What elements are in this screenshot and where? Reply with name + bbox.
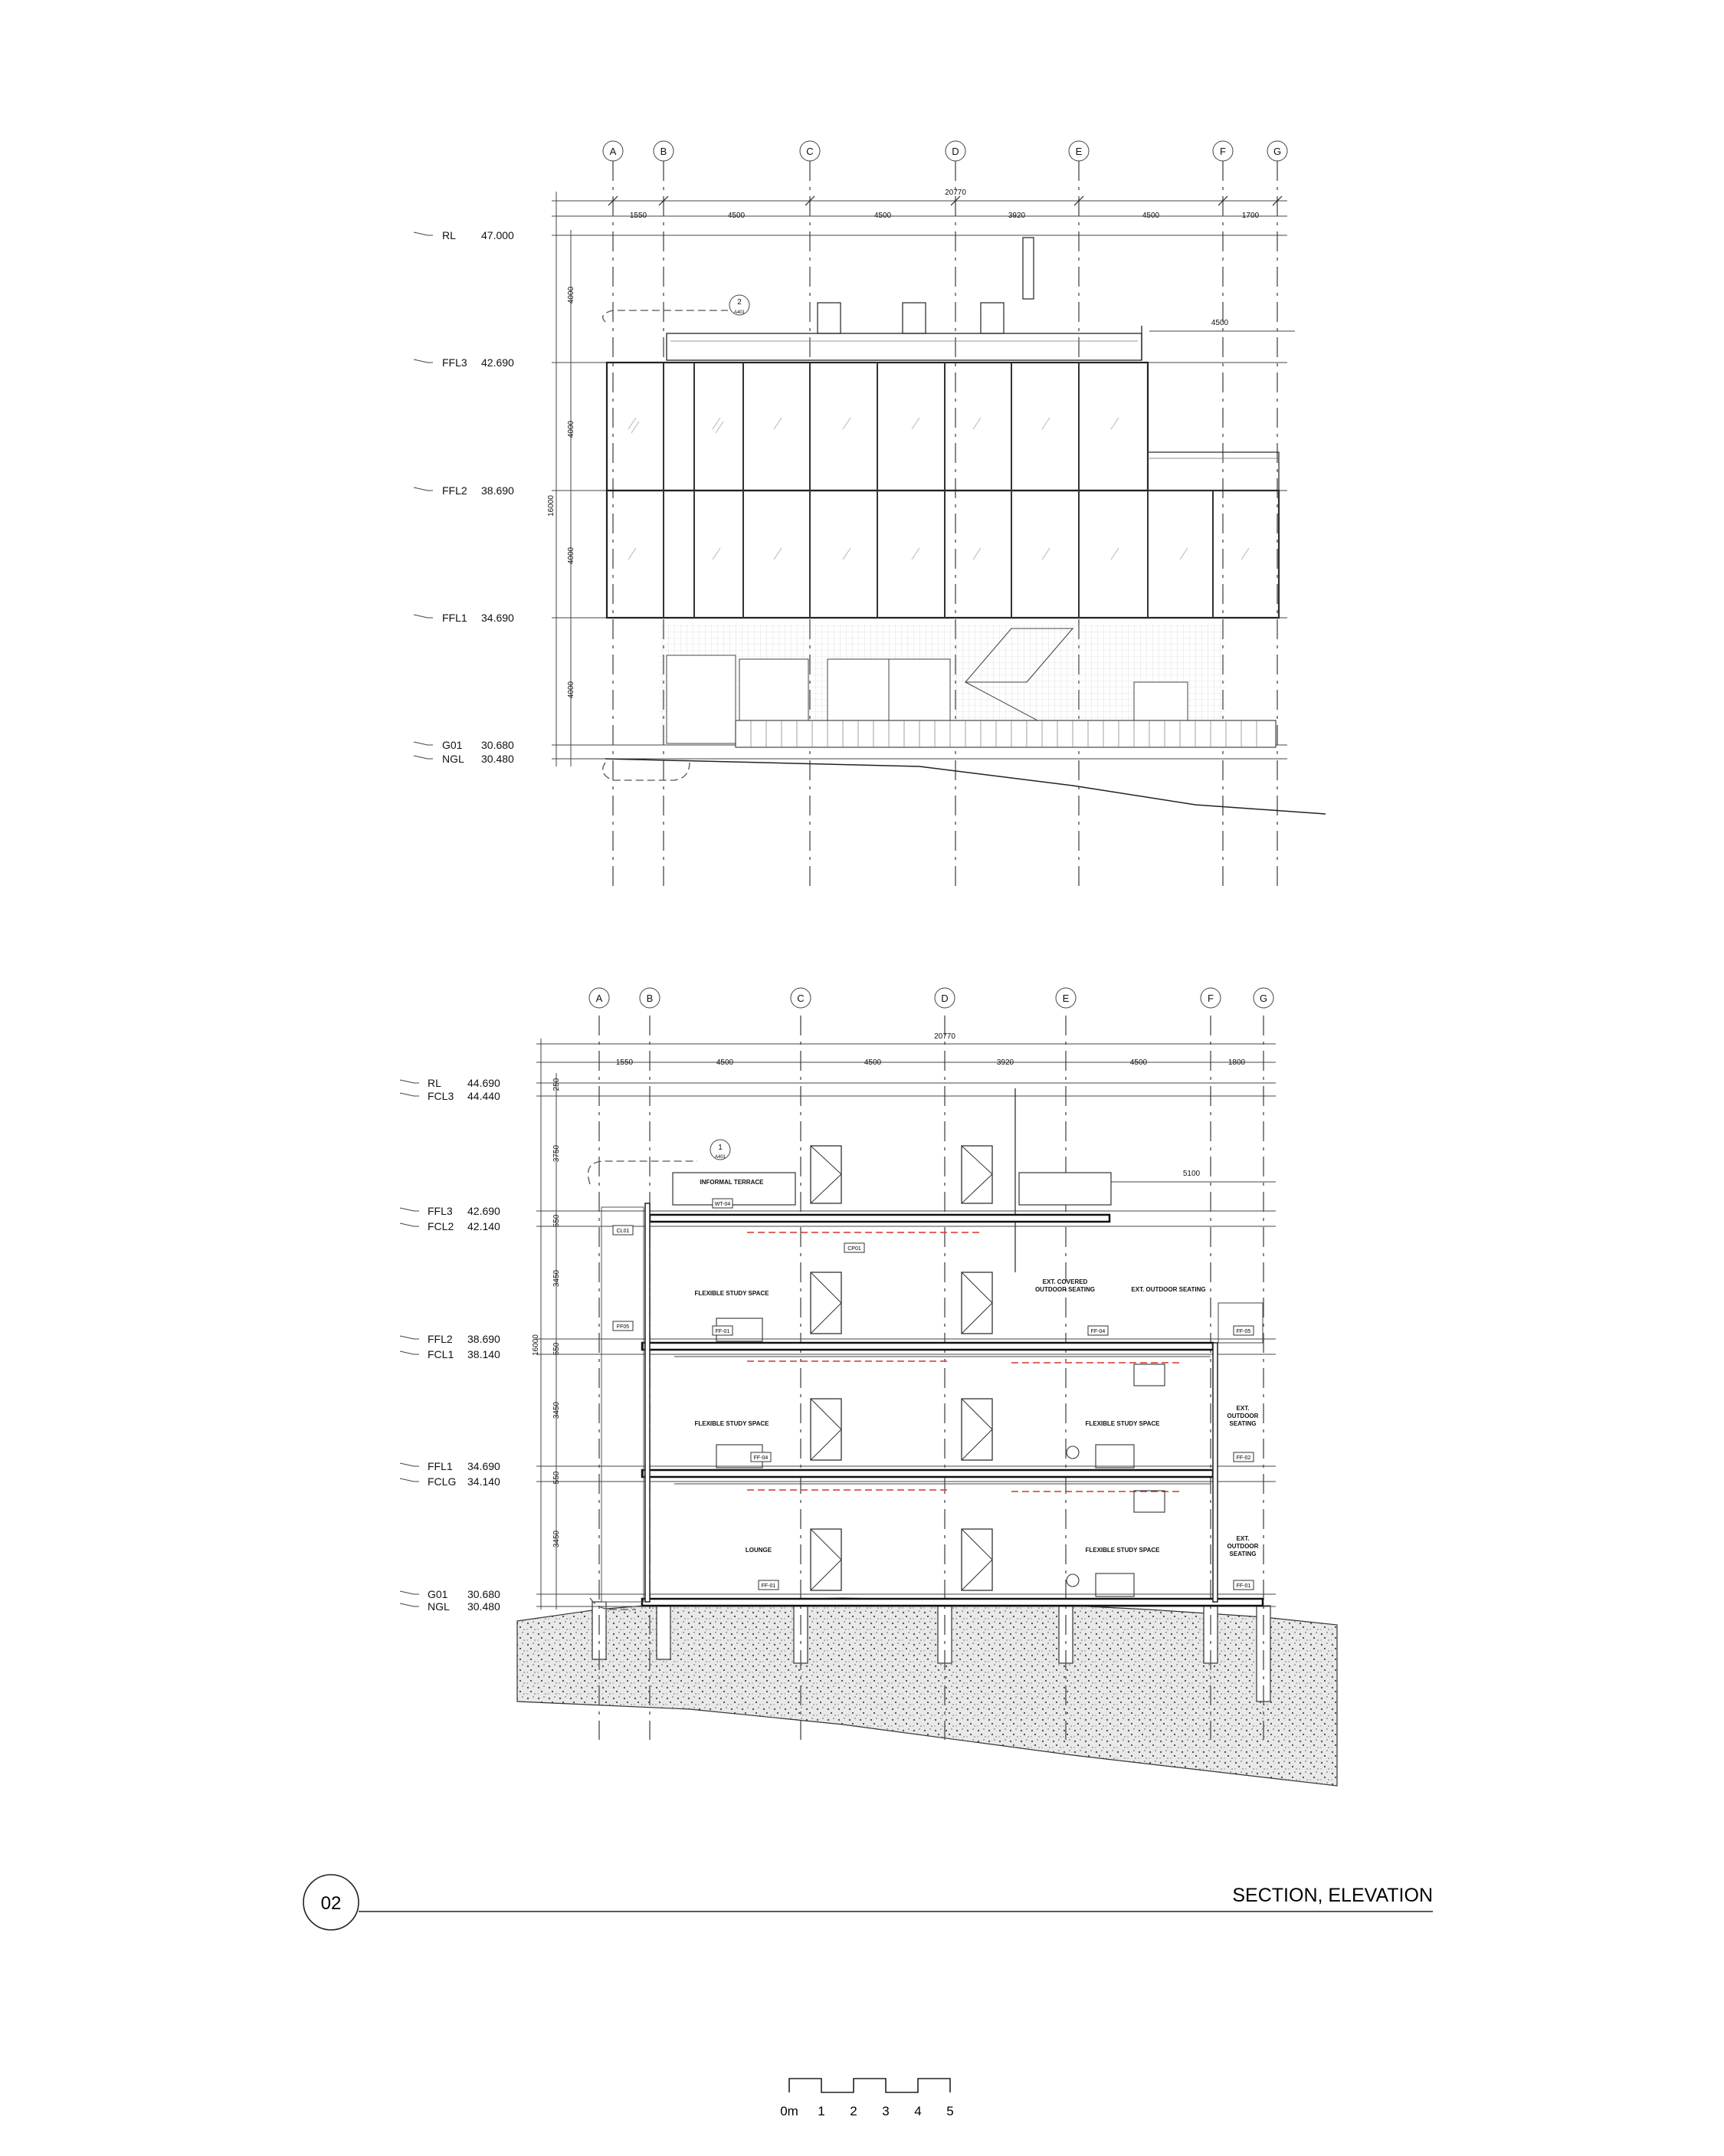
level-ffl3: FFL3 — [442, 356, 467, 369]
svg-text:OUTDOOR: OUTDOOR — [1227, 1543, 1259, 1550]
section-building — [588, 1088, 1264, 1610]
svg-text:EXT.: EXT. — [1236, 1535, 1250, 1542]
svg-text:SEATING: SEATING — [1229, 1420, 1257, 1427]
svg-text:16000: 16000 — [532, 1334, 540, 1356]
svg-text:250: 250 — [552, 1078, 561, 1091]
svg-text:550: 550 — [552, 1214, 561, 1228]
svg-text:1: 1 — [818, 2104, 825, 2118]
grid-label-b: B — [660, 146, 667, 157]
svg-text:550: 550 — [552, 1471, 561, 1485]
grid-label-f: F — [1220, 146, 1226, 157]
svg-text:4500: 4500 — [864, 1058, 882, 1067]
svg-text:1700: 1700 — [1241, 212, 1260, 220]
svg-text:CL01: CL01 — [616, 1229, 630, 1234]
svg-text:3: 3 — [882, 2104, 890, 2118]
svg-text:4500: 4500 — [716, 1058, 734, 1067]
level-ngl: NGL — [442, 753, 464, 765]
svg-text:EXT.: EXT. — [1236, 1405, 1250, 1412]
svg-text:30.680: 30.680 — [481, 739, 514, 751]
svg-text:D: D — [941, 993, 949, 1004]
svg-text:4500: 4500 — [873, 212, 892, 220]
section-grid-bubbles — [589, 988, 1273, 1008]
svg-text:E: E — [1062, 993, 1070, 1004]
level-g01: G01 — [442, 739, 463, 751]
level-ffl1: FFL1 — [442, 612, 467, 624]
svg-text:3450: 3450 — [552, 1401, 561, 1419]
svg-text:3450: 3450 — [552, 1269, 561, 1288]
svg-text:FFL2: FFL2 — [428, 1333, 453, 1345]
scale-label-0: 0m — [780, 2104, 798, 2118]
svg-text:3750: 3750 — [552, 1144, 561, 1163]
room-flexible-study-l1-left: FLEXIBLE STUDY SPACE — [694, 1420, 769, 1427]
callout-number: 2 — [737, 298, 742, 307]
elevation-drawing — [414, 141, 1326, 889]
grid-label-a: A — [609, 146, 617, 157]
room-flexible-study-l1-right: FLEXIBLE STUDY SPACE — [1085, 1420, 1160, 1427]
svg-text:4500: 4500 — [1211, 319, 1229, 327]
svg-text:1550: 1550 — [615, 1058, 634, 1067]
svg-text:38.140: 38.140 — [467, 1348, 500, 1360]
svg-text:3920: 3920 — [1008, 212, 1026, 220]
svg-text:FF-01: FF-01 — [761, 1583, 776, 1589]
svg-text:G: G — [1259, 993, 1268, 1004]
svg-text:FCLG: FCLG — [428, 1475, 457, 1488]
scale-bar — [780, 2079, 954, 2118]
svg-text:4000: 4000 — [567, 681, 575, 699]
svg-text:42.690: 42.690 — [467, 1205, 500, 1217]
level-rl: RL — [442, 229, 456, 241]
svg-text:30.480: 30.480 — [467, 1600, 500, 1613]
title-block — [303, 1875, 1433, 1930]
svg-text:FCL1: FCL1 — [428, 1348, 454, 1360]
svg-text:16000: 16000 — [547, 495, 556, 517]
svg-text:FFL3: FFL3 — [428, 1205, 453, 1217]
svg-text:4000: 4000 — [567, 546, 575, 565]
svg-text:42.690: 42.690 — [481, 356, 514, 369]
sheet-number: 02 — [320, 1893, 342, 1914]
svg-text:F: F — [1208, 993, 1214, 1004]
svg-text:FCL2: FCL2 — [428, 1220, 454, 1232]
svg-text:FF-04: FF-04 — [753, 1455, 769, 1461]
svg-text:38.690: 38.690 — [481, 484, 514, 497]
svg-text:C: C — [797, 993, 805, 1004]
svg-text:FF-01: FF-01 — [715, 1329, 730, 1334]
svg-text:34.140: 34.140 — [467, 1475, 500, 1488]
svg-text:4000: 4000 — [567, 420, 575, 438]
svg-text:G01: G01 — [428, 1588, 448, 1600]
svg-text:OUTDOOR: OUTDOOR — [1227, 1413, 1259, 1419]
svg-text:34.690: 34.690 — [481, 612, 514, 624]
svg-text:WT-04: WT-04 — [714, 1202, 731, 1207]
svg-text:A401: A401 — [714, 1155, 726, 1160]
svg-text:2: 2 — [850, 2104, 857, 2118]
svg-text:A401: A401 — [733, 310, 746, 315]
svg-text:1: 1 — [718, 1144, 723, 1152]
elevation-grid-bubbles — [603, 141, 1287, 161]
overall-dimension: 20770 — [945, 189, 966, 197]
svg-text:1550: 1550 — [629, 212, 647, 220]
svg-text:OUTDOOR SEATING: OUTDOOR SEATING — [1034, 1286, 1096, 1293]
svg-text:20770: 20770 — [934, 1032, 955, 1041]
room-informal-terrace: INFORMAL TERRACE — [700, 1179, 764, 1186]
svg-text:A: A — [595, 993, 603, 1004]
svg-text:4500: 4500 — [1142, 212, 1160, 220]
svg-text:RL: RL — [428, 1077, 441, 1089]
svg-text:42.140: 42.140 — [467, 1220, 500, 1232]
svg-text:4500: 4500 — [1129, 1058, 1148, 1067]
room-ext-outdoor-seating: EXT. OUTDOOR SEATING — [1131, 1286, 1206, 1293]
svg-text:FCL3: FCL3 — [428, 1090, 454, 1102]
svg-text:4000: 4000 — [567, 286, 575, 304]
room-flexible-study-l2: FLEXIBLE STUDY SPACE — [694, 1290, 769, 1297]
grid-label-c: C — [806, 146, 814, 157]
svg-text:CP01: CP01 — [847, 1246, 861, 1252]
svg-text:NGL: NGL — [428, 1600, 450, 1613]
svg-text:5: 5 — [946, 2104, 954, 2118]
svg-text:FFL1: FFL1 — [428, 1460, 453, 1472]
level-ffl2: FFL2 — [442, 484, 467, 497]
svg-text:FF05: FF05 — [616, 1324, 630, 1330]
svg-text:SEATING: SEATING — [1229, 1551, 1257, 1557]
svg-text:FF-04: FF-04 — [1090, 1329, 1106, 1334]
svg-text:30.680: 30.680 — [467, 1588, 500, 1600]
section-drawing — [400, 988, 1337, 1786]
room-flexible-study-ground: FLEXIBLE STUDY SPACE — [1085, 1547, 1160, 1554]
svg-text:44.440: 44.440 — [467, 1090, 500, 1102]
svg-text:44.690: 44.690 — [467, 1077, 500, 1089]
svg-text:3450: 3450 — [552, 1530, 561, 1548]
grid-label-e: E — [1075, 146, 1083, 157]
svg-text:B: B — [646, 993, 654, 1004]
svg-text:30.480: 30.480 — [481, 753, 514, 765]
svg-text:47.000: 47.000 — [481, 229, 514, 241]
svg-text:38.690: 38.690 — [467, 1333, 500, 1345]
grid-label-g: G — [1273, 146, 1282, 157]
svg-text:FF-01: FF-01 — [1236, 1583, 1251, 1589]
room-ext-covered: EXT. COVERED — [1042, 1278, 1088, 1285]
sheet-title: SECTION, ELEVATION — [1232, 1885, 1433, 1906]
svg-text:550: 550 — [552, 1342, 561, 1356]
svg-text:4: 4 — [914, 2104, 922, 2118]
svg-text:3920: 3920 — [996, 1058, 1014, 1067]
room-lounge: LOUNGE — [745, 1547, 772, 1554]
svg-text:FF-02: FF-02 — [1236, 1455, 1251, 1461]
svg-text:5100: 5100 — [1182, 1170, 1201, 1178]
svg-text:34.690: 34.690 — [467, 1460, 500, 1472]
svg-text:1800: 1800 — [1227, 1058, 1246, 1067]
svg-text:FF-05: FF-05 — [1236, 1329, 1251, 1334]
grid-label-d: D — [952, 146, 959, 157]
svg-text:4500: 4500 — [727, 212, 746, 220]
